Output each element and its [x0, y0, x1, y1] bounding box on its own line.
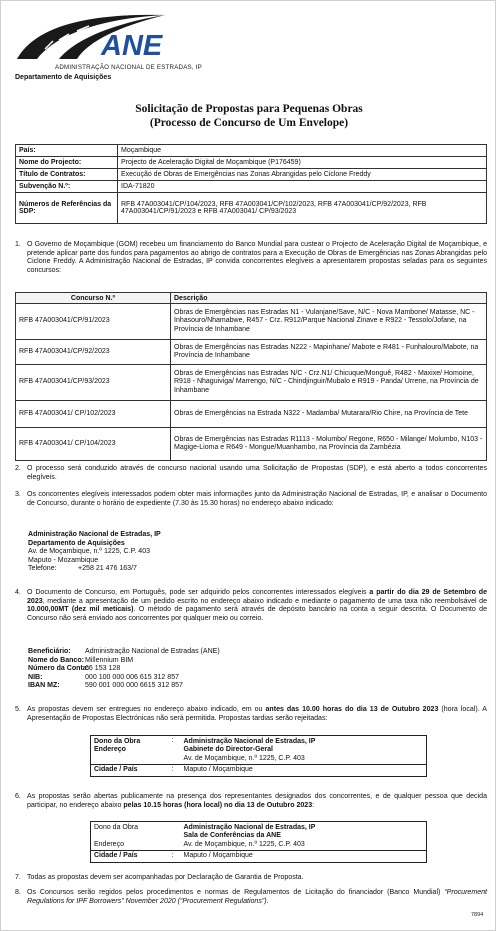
paragraph-2	[15, 465, 487, 482]
bank-details	[28, 648, 220, 691]
box-row	[91, 822, 427, 851]
info-value: Projecto de Aceleração Digital de Moçambique (P176459)	[118, 157, 487, 169]
bank-row: Nome do Banco:Millennium BIM	[28, 656, 134, 664]
paragraph-6	[15, 793, 487, 810]
box-value: Administração Nacional de Estradas, IP Gabinete do Director-Geral Av. de Moçambique, n.º 1225, C.P. 403	[183, 738, 316, 762]
address-line: Maputo - Mozambique	[28, 556, 99, 564]
column-header: Descrição	[171, 293, 487, 304]
info-row	[16, 169, 487, 181]
paragraph-number: 8.	[15, 889, 21, 896]
phone-line: Telefone: +258 21 476 163/7	[28, 565, 137, 573]
table-header-row	[16, 293, 487, 304]
contest-description: Obras de Emergências nas Estradas N1 - Vulanjane/Save, N/C - Nova Mambone/ Matasse, NC - Inhasouro/Nhamabwe, R457 - Crz. R912/Parque Nacional Zinave e R922 - Tessolo/Jofane, na Província de Inhambane	[171, 304, 487, 340]
info-value: Execução de Obras de Emergências nas Zonas Abrangidas pelo Ciclone Freddy	[118, 169, 487, 181]
box-row	[91, 765, 427, 776]
info-value: RFB 47A003041/CP/104/2023, RFB 47A003041/CP/102/2023, RFB 47A003041/CP/92/2023, RFB 47A003041/CP/91/2023 e RFB 47A003041/ CP/93/2023	[118, 193, 487, 224]
contest-code: RFB 47A003041/ CP/104/2023	[16, 428, 171, 461]
table-row	[16, 304, 487, 340]
paragraph-text: O processo será conduzido através de concurso nacional usando uma Solicitação de Propostas (SDP), e está aberto a todos concorrentes elegíveis.	[27, 465, 487, 481]
ane-logo	[15, 9, 202, 73]
column-header: Concurso N.º	[16, 293, 171, 304]
table-row	[16, 428, 487, 461]
box-value: Administração Nacional de Estradas, IP Sala de Conferências da ANE Av. de Moçambique, n.º 1225, C.P. 403	[183, 824, 316, 848]
info-label: País:	[16, 145, 118, 157]
paragraph-number: 1.	[15, 241, 21, 248]
paragraph-text: O Governo de Moçambique (GOM) recebeu um financiamento do Banco Mundial para custear o Projecto de Aceleração Digital de Moçambique, e pretende aplicar parte dos fundos para pagamentos ao abrigo de contratos para a Execução de Obras de Emergências nas Zonas Abrangidas pelo Ciclone Freddy. A Administração Nacional de Estradas, IP convida concorrentes elegíveis a apresentarem propostas seladas para os seguintes concursos:	[27, 241, 487, 274]
contest-description: Obras de Emergências nas Estradas R1113 - Molumbo/ Regone, R650 - Milange/ Molumbo, N103 - Magige-Lioma e R649 - Mongue/Muanhambo, na Província da Zambézia	[171, 428, 487, 461]
box-label: Dono da Obra Endereço	[94, 824, 138, 848]
contest-code: RFB 47A003041/CP/93/2023	[16, 365, 171, 401]
bank-row: Beneficiário: Administração Nacional de Estradas (ANE)	[28, 648, 220, 655]
table-row	[16, 365, 487, 401]
page-title: Solicitação de Propostas para Pequenas Obras	[135, 103, 363, 115]
paragraph-number: 6.	[15, 793, 21, 800]
info-row	[16, 181, 487, 193]
paragraph-number: 2.	[15, 465, 21, 472]
box-colon: :	[169, 765, 181, 776]
paragraph-text: Os Concursos serão regidos pelos procedimentos e normas de Regulamentos de Licitação do financiador (Banco Mundial) “Procurement Regulations for IPF Borrowers” November 2020 (“Procurement Regulations”).	[27, 889, 487, 905]
bank-row: Número da Conta:66 153 128	[28, 665, 121, 673]
contest-description: Obras de Emergências na Estrada N322 - Madamba/ Mutarara/Rio Chire, na Província de Tete	[171, 401, 487, 428]
paragraph-number: 4.	[15, 589, 21, 596]
bank-row: NIB: 000 100 000 006 615 312 857	[28, 673, 180, 681]
contest-code: RFB 47A003041/CP/91/2023	[16, 304, 171, 340]
box-row	[91, 736, 427, 765]
contest-code: RFB 47A003041/ CP/102/2023	[16, 401, 171, 428]
info-label: Números de Referências da SDP:	[16, 193, 118, 224]
opening-address-box	[90, 821, 427, 863]
paragraph-8	[15, 889, 487, 906]
address-line: Administração Nacional de Estradas, IP	[28, 531, 161, 538]
paragraph-1	[15, 241, 487, 275]
logo-subtitle: ADMINISTRAÇÃO NACIONAL DE ESTRADAS, IP	[55, 64, 202, 71]
paragraph-text: As propostas serão abertas publicamente na presença dos representantes designados dos concorrentes, e de qualquer pessoa que decida participar, no endereço abaixo pelas 10.15 horas (hora local) no dia 13 de Outubro 2023:	[27, 793, 487, 809]
paragraph-7	[15, 874, 487, 883]
box-value: Maputo / Moçambique	[181, 851, 427, 862]
paragraph-number: 7.	[15, 874, 21, 881]
paragraph-5	[15, 706, 487, 723]
info-row	[16, 145, 487, 157]
table-row	[16, 401, 487, 428]
box-label: Dono da Obra Endereço	[94, 738, 141, 754]
info-row	[16, 193, 487, 224]
contest-description: Obras de Emergências nas Estradas N222 - Mapinhane/ Mabote e R481 - Funhalouro/Mabote, na Província de Inhambane	[171, 340, 487, 365]
info-value: IDA-71820	[118, 181, 487, 193]
address-line: Av. de Moçambique, n.º 1225, C.P. 403	[28, 548, 151, 556]
table-row	[16, 340, 487, 365]
bank-row: IBAN MZ: 590 001 000 000 6615 312 857	[28, 682, 183, 690]
contest-description: Obras de Emergências nas Estradas N/C - Crz.N1/ Chicuque/Monguê, R482 - Maxixe/ Homoine, R918 - Nhaguiviga/ Marrengo, N/C - Chindjinguir/Mubalo e R919 - Panda/ Urrene, na Província de Inhambane	[171, 365, 487, 401]
box-label: Cidade / País	[91, 851, 169, 862]
info-label: Nome do Projecto:	[16, 157, 118, 169]
paragraph-text: O Documento de Concurso, em Português, pode ser adquirido pelos concorrentes interessados elegíveis a partir do dia 29 de Setembro de 2023, mediante a apresentação de um pedido escrito no endereço abaixo indicado e mediante o pagamento de uma taxa não reembolsável de 10.000,00MT (dez mil meticais). O método de pagamento será através de depósito bancário na conta a seguir descrita. O Documento de Concurso não será enviado aos concorrentes por qualquer meio ou correio.	[27, 589, 487, 622]
paragraph-text: Todas as propostas devem ser acompanhadas por Declaração de Garantia de Proposta.	[27, 874, 304, 881]
box-colon	[169, 822, 181, 851]
box-row	[91, 851, 427, 862]
page-subtitle: (Processo de Concurso de Um Envelope)	[149, 117, 349, 129]
paragraph-number: 3.	[15, 491, 21, 498]
box-colon: :	[169, 851, 181, 862]
paragraph-text: Os concorrentes elegíveis interessados podem obter mais informações junto da Administração Nacional de Estradas, IP, e analisar o Documento de Concurso, durante o horário de expediente (7.30 às 15.30 horas) no endereço abaixo indicado:	[27, 491, 487, 507]
reference-code: 7894	[471, 912, 484, 918]
box-colon: :	[171, 737, 174, 744]
logo-text: ANE	[101, 30, 163, 62]
project-info-table	[15, 144, 487, 224]
paragraph-3	[15, 491, 487, 508]
paragraph-text: As propostas devem ser entregues no endereço abaixo indicado, em ou antes das 10.00 horas do dia 13 de Outubro 2023 (hora local). A Apresentação de Propostas Electrónicas não será permitida. Propostas tardias serão rejeitadas:	[27, 706, 487, 722]
contest-code: RFB 47A003041/CP/92/2023	[16, 340, 171, 365]
info-label: Título de Contratos:	[16, 169, 118, 181]
submission-address-box	[90, 735, 427, 777]
box-value: Maputo / Moçambique	[181, 765, 427, 776]
address-line: Departamento de Aquisições	[28, 539, 125, 547]
contact-address	[28, 531, 161, 574]
box-label: Cidade / País	[91, 765, 169, 776]
department-heading: Departamento de Aquisições	[15, 74, 112, 81]
paragraph-4	[15, 589, 487, 623]
info-label: Subvenção N.º:	[16, 181, 118, 193]
paragraph-number: 5.	[15, 706, 21, 713]
contests-table	[15, 292, 487, 461]
info-row	[16, 157, 487, 169]
info-value: Moçambique	[118, 145, 487, 157]
